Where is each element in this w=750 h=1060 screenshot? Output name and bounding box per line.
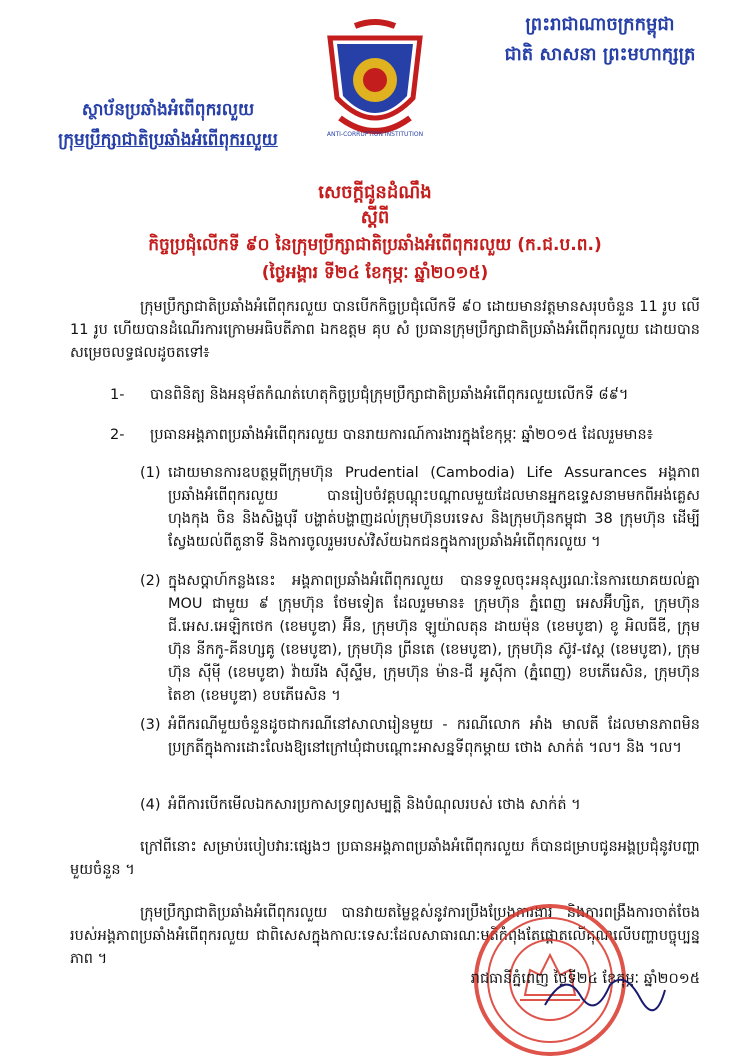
title-line-1: សេចក្តីជូនដំណឹង (318, 182, 432, 203)
list-item-1-text: បានពិនិត្យ និងអនុម័តកំណត់ហេតុកិច្ចប្រជុំក្រុមប្រឹក្សាជាតិប្រឆាំងអំពើពុករលួយលើកទី ៨៩។ (150, 387, 629, 403)
institution-logo (315, 18, 435, 146)
sub-item-2-text: ក្នុងសប្តាហ៍កន្លងនេះ អង្គភាពប្រឆាំងអំពើពុករលួយ បានទទួលចុះអនុស្សរណៈនៃការយោគយល់គ្នា MOU ជាមួយ ៩ ក្រុមហ៊ុន ថែមទៀត ដែលរួមមាន៖ ក្រុមហ៊ុន ភ្នំពេញ អេសអ៊ីហ្សិត, ក្រុមហ៊ុន ជី.អេស.អេឡិកថេក (ខេមបូឌា) អ៊ីន, ក្រុមហ៊ុន ឡូយ៉ាលតុន ដាយម៉ុន (ខេមបូឌា) ខូ អិលធីឌី, ក្រុមហ៊ុន នីកកូ-គីនហ្សគូ (ខេមបូឌា), ក្រុមហ៊ុន ព្រីនតេ (ខេមបូឌា), ក្រុមហ៊ុន ស៊ូវ-វេស្ត (ខេមបូឌា), ក្រុមហ៊ុន ស៊ីម៉ី (ខេមបូឌា) វ៉ាយរីង ស៊ីស្ទឹម, ក្រុមហ៊ុន ម៉ាន-ជី អូស៊ីកា (ភ្នំពេញ) ខបភើរេសិន, ក្រុមហ៊ុន តៃខា (ខេមបូឌា) ខបភើរេសិន ។ (168, 573, 700, 704)
list-item-2-text: ប្រធានអង្គភាពប្រឆាំងអំពើពុករលួយ បានរាយការណ៍ការងារក្នុងខែកុម្ភៈ ឆ្នាំ២០១៥ ដែលរួមមាន៖ (150, 427, 654, 443)
sub-item-3-text: អំពីករណីមួយចំនួនដូចជាករណីនៅសាលារៀនមួយ - ករណីលោក អាំង មាលតី ដែលមានភាពមិនប្រក្រតីក្នុងការដោះលែងឱ្យនៅក្រៅឃុំជាបណ្តោះអាសន្នទីពុកម្តាយ ថោង សាក់ត់ ។ល។ និង ។ល។ (168, 717, 700, 756)
kingdom-line-2: ជាតិ សាសនា ព្រះមហាក្សត្រ (504, 44, 696, 65)
sub-item-2-number: (2) (140, 573, 161, 589)
institution-line-1: ស្ថាប័នប្រឆាំងអំពើពុករលួយ (81, 100, 255, 120)
sub-item-1 (140, 462, 700, 554)
title-line-2: ស្តីពី (360, 207, 390, 228)
title-line-3: កិច្ចប្រជុំលើកទី ៩០ នៃក្រុមប្រឹក្សាជាតិប្រឆាំងអំពើពុករលួយ (ក.ជ.ប.ព.) (148, 235, 602, 255)
paragraph-3: ក្រុមប្រឹក្សាជាតិប្រឆាំងអំពើពុករលួយ បានវាយតម្លៃខ្ពស់នូវការប្រឹងប្រែងការងារ និងការពង្រឹងការចាត់ចែងរបស់អង្គភាពប្រឆាំងអំពើពុករលួយ ជាពិសេសក្នុងកាលៈទេសៈដែលសាធារណៈមតិកំពុងតែផ្តោតលើគុណលើបញ្ហាបច្ចុប្បន្នភាព ។ (70, 905, 700, 967)
place-and-date: រាជធានីភ្នំពេញ ថ្ងៃទី២៤ ខែកុម្ភៈ ឆ្នាំ២០១៥ (470, 971, 700, 987)
sub-item-1-number: (1) (140, 465, 161, 481)
title-line-4: (ថ្ងៃអង្គារ ទី២៤ ខែកុម្ភៈ ឆ្នាំ២០១៥) (261, 263, 489, 283)
kingdom-motto (470, 10, 730, 70)
sub-item-2 (140, 570, 700, 708)
paragraph-1: ក្រុមប្រឹក្សាជាតិប្រឆាំងអំពើពុករលួយ បានបើកកិច្ចប្រជុំលើកទី ៩០ ដោយមានវត្តមានសរុបចំនួន 11 រូប លើ 11 រូប ហើយបានដំណើរការក្រោមអធិបតីភាព ឯកឧត្តម គុប សំ ប្រធានក្រុមប្រឹក្សាជាតិប្រឆាំងអំពើពុករលួយ ដោយបានសម្រេចលទ្ធផលដូចតទៅ៖ (70, 299, 700, 361)
sub-item-4-number: (4) (140, 797, 161, 813)
paragraph-2: ក្រៅពីនោះ សម្រាប់របៀបវារៈផ្សេងៗ ប្រធានអង្គភាពប្រឆាំងអំពើពុករលួយ ក៏បានជម្រាបជូនអង្គប្រជុំនូវបញ្ហាមួយចំនួន ។ (70, 839, 700, 878)
list-item-2-number: 2- (110, 427, 125, 443)
sub-item-1-text: ដោយមានការឧបត្ថម្ភពីក្រុមហ៊ុន Prudential (Cambodia) Life Assurances អង្គភាពប្រឆាំងអំពើពុករលួយ បានរៀបចំវគ្គបណ្តុះបណ្តាលមួយដែលមានអ្នកឧទ្ទេសនាមមកពីអង់គ្លេស ហុងកុង ចិន និងសិង្ហបុរី បង្ហាត់បង្ហាញដល់ក្រុមហ៊ុនបរទេស និងក្រុមហ៊ុនកម្ពុជា 38 ក្រុមហ៊ុន ដើម្បីស្វែងយល់ពីតួនាទី និងការចូលរួមរបស់វិស័យឯកជនក្នុងការប្រឆាំងអំពើពុករលួយ ។ (168, 465, 700, 550)
kingdom-line-1: ព្រះរាជាណាចក្រកម្ពុជា (525, 14, 675, 35)
sub-item-3-number: (3) (140, 717, 161, 733)
list-item-1-number: 1- (110, 387, 125, 403)
institution-line-2: ក្រុមប្រឹក្សាជាតិប្រឆាំងអំពើពុករលួយ (58, 130, 278, 150)
sub-item-4 (140, 794, 700, 817)
sub-item-3 (140, 714, 700, 760)
institution-header (28, 95, 308, 155)
notice-title (0, 180, 750, 286)
signature (540, 960, 670, 1020)
sub-item-4-text: អំពីការបើកមើលឯកសារប្រកាសទ្រព្យសម្បត្តិ និងបំណុលរបស់ ថោង សាក់ត់ ។ (168, 797, 581, 813)
logo-text: ANTI-CORRUPTION INSTITUTION (326, 131, 424, 138)
